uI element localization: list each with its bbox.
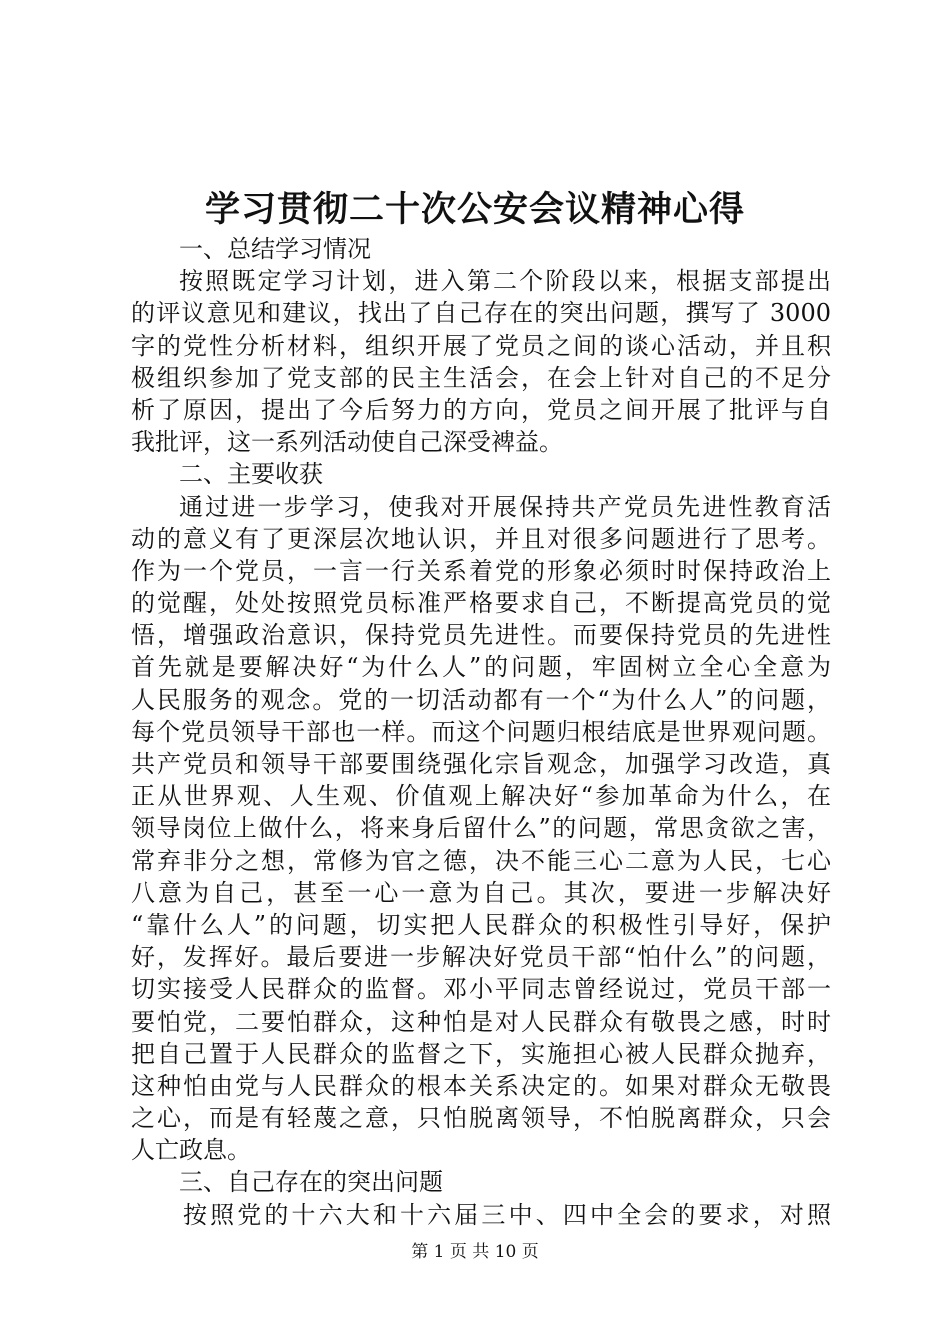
paragraph-line: 之心，而是有轻蔑之意，只怕脱离领导，不怕脱离群众，只会: [131, 1104, 831, 1133]
paragraph-line: 好，发挥好。最后要进一步解决好党员干部“怕什么”的问题，: [131, 943, 831, 972]
paragraph-line: 的觉醒，处处按照党员标准严格要求自己，不断提高党员的觉: [131, 589, 831, 618]
paragraph-line: 领导岗位上做什么，将来身后留什么”的问题，常思贪欲之害，: [131, 814, 831, 843]
paragraph-line: 要怕党，二要怕群众，这种怕是对人民群众有敬畏之感，时时: [131, 1007, 831, 1036]
paragraph-line: 人亡政息。: [131, 1136, 251, 1165]
paragraph-line: 常弃非分之想，常修为官之德，决不能三心二意为人民，七心: [131, 846, 831, 875]
section-heading-1: 一、总结学习情况: [179, 235, 371, 263]
paragraph-line: 的评议意见和建议，找出了自己存在的突出问题，撰写了 3000: [131, 299, 831, 328]
paragraph-line: 这种怕由党与人民群众的根本关系决定的。如果对群众无敬畏: [131, 1071, 831, 1100]
paragraph-line: 作为一个党员，一言一行关系着党的形象必须时时保持政治上: [131, 556, 831, 585]
paragraph-line: 把自己置于人民群众的监督之下，实施担心被人民群众抛弃，: [131, 1039, 831, 1068]
paragraph-line: 人民服务的观念。党的一切活动都有一个“为什么人”的问题，: [131, 685, 831, 714]
paragraph-line: 每个党员领导干部也一样。而这个问题归根结底是世界观问题。: [131, 717, 831, 746]
page-footer: 第 1 页 共 10 页: [411, 1242, 539, 1262]
paragraph-line: 首先就是要解决好“为什么人”的问题，牢固树立全心全意为: [131, 653, 831, 682]
paragraph-line: 悟，增强政治意识，保持党员先进性。而要保持党员的先进性: [131, 621, 831, 650]
section-heading-3: 三、自己存在的突出问题: [179, 1168, 443, 1197]
paragraph-line: 动的意义有了更深层次地认识，并且对很多问题进行了思考。: [131, 524, 831, 553]
paragraph-line: 正从世界观、人生观、价值观上解决好“参加革命为什么，在: [131, 782, 831, 811]
paragraph-line: 八意为自己，甚至一心一意为自己。其次，要进一步解决好: [131, 878, 831, 907]
paragraph-line: “靠什么人”的问题，切实把人民群众的积极性引导好，保护: [131, 910, 831, 939]
section-heading-2: 二、主要收获: [179, 460, 323, 489]
paragraph-line: 字的党性分析材料，组织开展了党员之间的谈心活动，并且积: [131, 331, 831, 360]
paragraph-line: 切实接受人民群众的监督。邓小平同志曾经说过，党员干部一: [131, 975, 831, 1004]
paragraph-line: 极组织参加了党支部的民主生活会，在会上针对自己的不足分: [131, 363, 831, 392]
document-body: [131, 233, 831, 1231]
paragraph-line: 按照既定学习计划，进入第二个阶段以来，根据支部提出: [179, 267, 831, 296]
paragraph-line: 通过进一步学习，使我对开展保持共产党员先进性教育活: [179, 492, 831, 521]
paragraph-line: 按照党的十六大和十六届三中、四中全会的要求，对照: [183, 1200, 831, 1229]
paragraph-line: 共产党员和领导干部要围绕强化宗旨观念，加强学习改造，真: [131, 750, 831, 778]
paragraph-line: 我批评，这一系列活动使自己深受裨益。: [131, 428, 563, 457]
document-title: 学习贯彻二十次公安会议精神心得: [204, 189, 745, 230]
paragraph-line: 析了原因，提出了今后努力的方向，党员之间开展了批评与自: [131, 395, 831, 424]
